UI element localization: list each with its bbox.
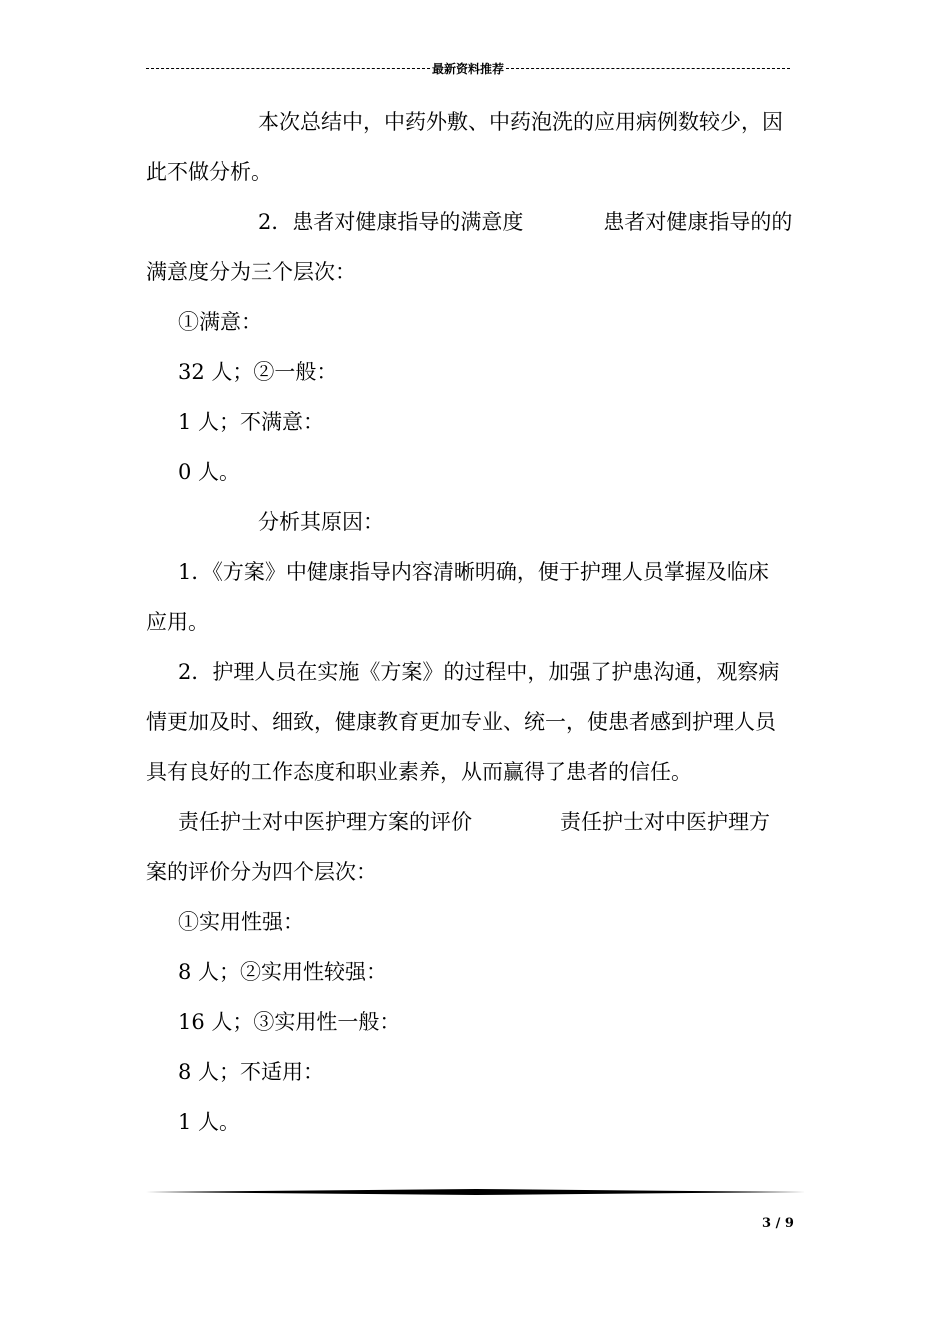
paragraph-analysis-heading: 分析其原因：: [258, 510, 384, 534]
paragraph-summary-line2: 此不做分析。: [146, 160, 272, 184]
paragraph-satisfaction-heading: [146, 197, 938, 247]
list-item-very-practical: ①实用性强：: [178, 910, 304, 934]
paragraph-reason1-line2: 应用。: [146, 610, 209, 634]
list-item-fairly-practical: 8 人；②实用性较强：: [178, 960, 388, 984]
list-item-unsatisfied-count: 0 人。: [178, 460, 241, 484]
list-item-satisfied: ①满意：: [178, 310, 262, 334]
satisfaction-heading-text: 患者对健康指导的的: [603, 210, 793, 234]
paragraph-reason2-line2: 情更加及时、细致，健康教育更加专业、统一，使患者感到护理人员: [146, 710, 776, 734]
paragraph-evaluation-line2: 案的评价分为四个层次：: [146, 860, 377, 884]
paragraph-reason2-line3: 具有良好的工作态度和职业素养，从而赢得了患者的信任。: [146, 760, 692, 784]
list-item-general: 32 人；②一般：: [178, 360, 338, 384]
list-item-not-applicable-count: 1 人。: [178, 1110, 241, 1134]
satisfaction-heading-title: 2．患者对健康指导的满意度: [258, 210, 524, 234]
footer-rule: [146, 1189, 806, 1195]
header-dash-right: [506, 68, 790, 69]
paragraph-summary-line1: 本次总结中，中药外敷、中药泡洗的应用病例数较少，因: [258, 110, 783, 134]
list-item-unsatisfied: 1 人；不满意：: [178, 410, 325, 434]
list-item-average-practical: 16 人；③实用性一般：: [178, 1010, 401, 1034]
evaluation-heading-text: 责任护士对中医护理方: [560, 810, 770, 834]
paragraph-reason1-line1: 1．《方案》中健康指导内容清晰明确，便于护理人员掌握及临床: [178, 560, 769, 584]
paragraph-satisfaction-line2: 满意度分为三个层次：: [146, 260, 356, 284]
paragraph-evaluation-heading: [146, 797, 858, 847]
paragraph-reason2-line1: 2．护理人员在实施《方案》的过程中，加强了护患沟通，观察病: [178, 660, 780, 684]
header-title: 最新资料推荐: [432, 61, 505, 76]
evaluation-heading-title: 责任护士对中医护理方案的评价: [178, 810, 472, 834]
page-number: 3 / 9: [762, 1216, 794, 1231]
list-item-not-applicable: 8 人；不适用：: [178, 1060, 325, 1084]
page-header: [146, 58, 790, 78]
header-dash-left: [146, 68, 430, 69]
